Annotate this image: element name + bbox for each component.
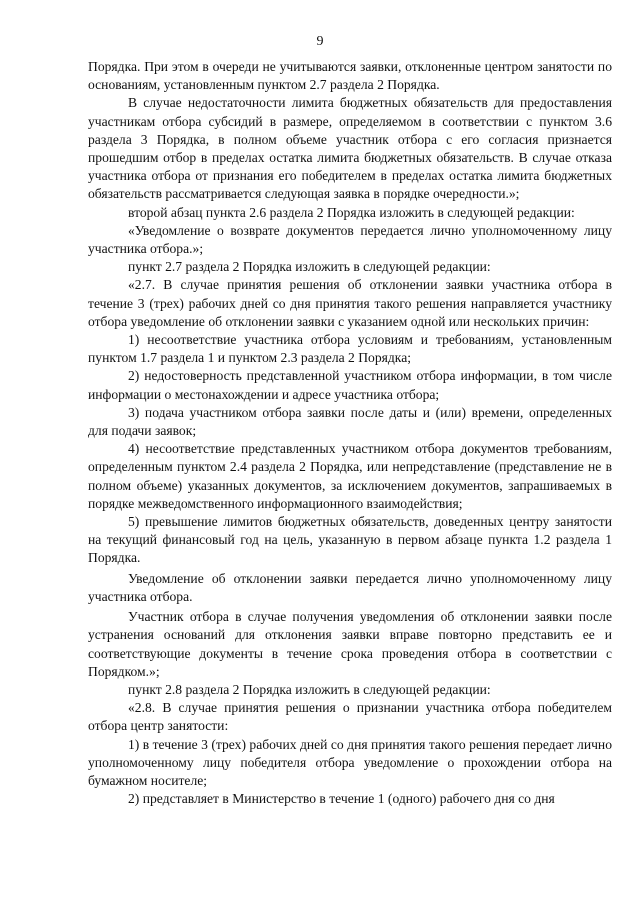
- paragraph-amend-2-6: второй абзац пункта 2.6 раздела 2 Порядка изложить в следующей редакции:: [128, 204, 575, 220]
- paragraph-resubmission: Участник отбора в случае получения уведомления об отклонении заявки после устранения оснований для отклонения заявки вправе повторно представить ее и соответствующие документы в течение срока проведения отбора в соответствии с Порядком.»;: [88, 609, 612, 679]
- list-item-reason-1: 1) несоответствие участника отбора условиям и требованиям, установленным пунктом 1.7 раздела 1 и пунктом 2.3 раздела 2 Порядка;: [88, 332, 612, 366]
- paragraph-rejection-notice: Уведомление об отклонении заявки передается лично уполномоченному лицу участника отбора.: [88, 570, 612, 604]
- paragraph-amend-2-7: пункт 2.7 раздела 2 Порядка изложить в следующей редакции:: [128, 259, 491, 275]
- paragraph-amend-2-8: пункт 2.8 раздела 2 Порядка изложить в следующей редакции:: [128, 681, 491, 697]
- document-body: [88, 58, 612, 808]
- paragraph-budget-limit: В случае недостаточности лимита бюджетных обязательств для предоставления участникам отбора субсидий в размере, определяемом в соответствии с пунктом 3.6 раздела 3 Порядка, в полном объеме участник отбора с его согласия признается прошедшим отбор в пределах остатка лимита бюджетных обязательств. В случае отказа участника отбора от признания его победителем в пределах остатка лимита бюджетных обязательств рассматривается следующая заявка в порядке очередности.»;: [88, 95, 612, 202]
- paragraph-clause-2-7: «2.7. В случае принятия решения об отклонении заявки участника отбора в течение 3 (трех) рабочих дней со дня принятия такого решения направляется участнику отбора уведомление об отклонении заявки с указанием одной или нескольких причин:: [88, 277, 612, 329]
- paragraph-notice-return: «Уведомление о возврате документов передается лично уполномоченному лицу участника отбора.»;: [88, 222, 612, 257]
- list-item-reason-2: 2) недостоверность представленной участником отбора информации, в том числе информации о местонахождении и адресе участника отбора;: [88, 368, 612, 402]
- list-item-reason-5: 5) превышение лимитов бюджетных обязательств, доведенных центру занятости на текущий финансовый год на цель, указанную в первом абзаце пункта 1.2 раздела 1 Порядка.: [88, 514, 612, 566]
- list-item-winner-1: 1) в течение 3 (трех) рабочих дней со дня принятия такого решения передает лично уполномоченному лицу победителя отбора уведомление о прохождении отбора на бумажном носителе;: [88, 736, 612, 788]
- list-item-reason-4: 4) несоответствие представленных участником отбора документов требованиям, определенным пунктом 2.4 раздела 2 Порядка, или непредставление (представление не в полном объеме) указанных документов, за исключением документов, запрашиваемых в порядке межведомственного информационного взаимодействия;: [88, 441, 612, 511]
- list-item-reason-3: 3) подача участником отбора заявки после даты и (или) времени, определенных для подачи заявок;: [88, 404, 612, 439]
- list-item-winner-2: 2) представляет в Министерство в течение 1 (одного) рабочего дня со дня: [128, 791, 555, 807]
- paragraph-clause-2-8: «2.8. В случае принятия решения о признании участника отбора победителем отбора центр занятости:: [88, 700, 612, 734]
- paragraph-continuation: Порядка. При этом в очереди не учитываются заявки, отклоненные центром занятости по основаниям, установленным пунктом 2.7 раздела 2 Порядка.: [88, 59, 612, 93]
- page-number: 9: [316, 34, 324, 49]
